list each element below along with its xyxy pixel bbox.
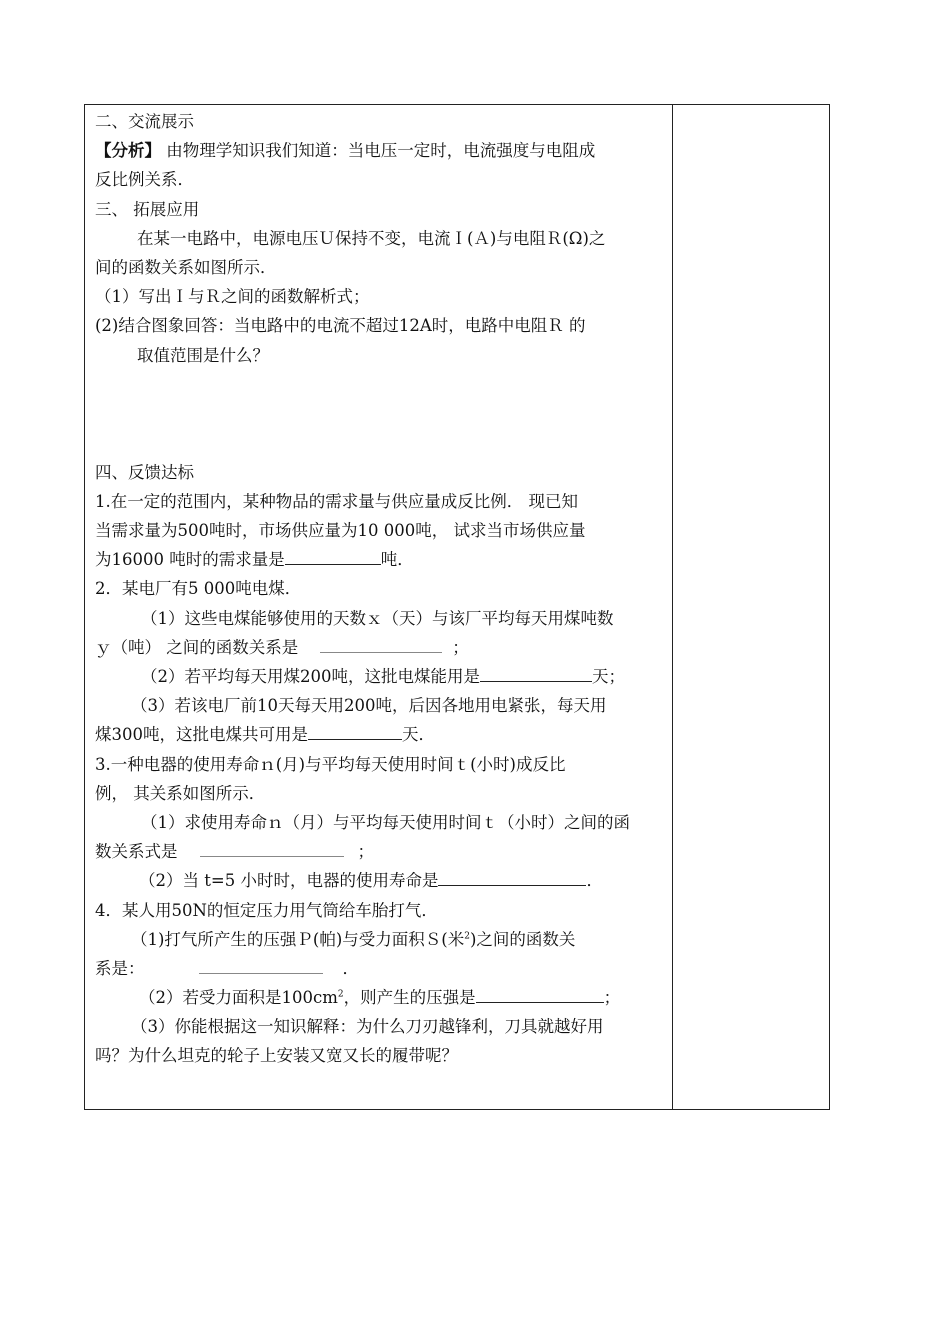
section-3-question-1: （1）写出Ｉ与Ｒ之间的函数解析式； [95,287,370,307]
answer-blank-3-1[interactable] [200,838,344,857]
problem-4-q1-text: （1)打气所产生的压强Ｐ(帕)与受力面积Ｓ(米 [131,929,465,949]
content-table [84,104,830,1110]
problem-4-q2-exponent: 2 [337,989,344,1000]
problem-2-q1-end: ； [452,637,469,657]
problem-4-q2-text: （2）若受力面积是100cm [139,988,338,1008]
problem-3-q2 [95,866,665,895]
section-3-question-2-cont: 取值范围是什么？ [137,345,269,365]
problem-2-q2-unit: 天； [592,667,625,686]
problem-4-q1-line2 [95,954,665,983]
problem-1-line3 [95,545,665,574]
problem-4-q2 [95,983,665,1012]
analysis-line [95,136,665,165]
problem-4-q2-end: ； [603,988,621,1008]
problem-3-q2-end: ． [586,871,603,891]
section-3-question-2: (2)结合图象回答：当电路中的电流不超过12A时，电路中电阻Ｒ 的 [95,316,586,336]
section-3-heading: 三、 拓展应用 [95,199,200,219]
problem-2-q3-unit: 天． [402,725,435,745]
section-3-paragraph-line2: 间的函数关系如图所示． [95,257,277,277]
analysis-continuation: 反比例关系． [95,170,194,190]
problem-4-q2-mid: ，则产生的压强是 [343,988,476,1008]
answer-blank-2-2[interactable] [480,663,592,682]
section-2-heading: 二、交流展示 [95,112,194,131]
problem-1-unit: 吨． [380,550,414,570]
problem-4-q1-exponent: 2 [464,931,470,942]
problem-4-title: 4．某人用50N的恒定压力用气筒给车胎打气． [95,900,438,920]
problem-3-q1-line1: （1）求使用寿命ｎ（月）与平均每天使用时间ｔ（小时）之间的函 [141,812,630,832]
main-cell [95,107,665,1071]
problem-4-q1-text-end: )之间的函数关 [469,929,576,949]
answer-blank-4-1[interactable] [199,955,323,974]
problem-1-line1: 1.在一定的范围内，某种物品的需求量与供应量成反比例． 现已知 [95,491,578,511]
problem-2-title: 2．某电厂有5 000吨电煤． [95,579,302,599]
problem-2-q3-line2 [95,720,665,749]
problem-1-text: 为16000 吨时的需求量是 [95,550,285,570]
answer-blank-1[interactable] [285,546,381,565]
problem-1-line2: 当需求量为500吨时，市场供应量为10 000吨， 试求当市场供应量 [95,521,586,541]
answer-space [95,370,665,458]
analysis-tag: 【分析】 [95,141,161,161]
problem-3-line1: 3.一种电器的使用寿命ｎ(月)与平均每天使用时间ｔ(小时)成反比 [95,754,566,774]
problem-4-q1-end: ． [342,958,359,978]
problem-4-q1-label: 系是： [95,958,145,978]
problem-3-q1-text: 数关系式是 [95,842,178,862]
problem-3-line2: 例， 其关系如图所示． [95,783,266,803]
problem-2-q1-text: ｙ（吨） 之间的函数关系是 [95,637,299,657]
answer-blank-4-2[interactable] [476,984,604,1003]
problem-3-q1-line2 [95,837,665,866]
problem-4-q1-line1 [95,925,665,954]
problem-4-q3-line1: （3）你能根据这一知识解释：为什么刀刃越锋利，刀具就越好用 [131,1017,604,1037]
answer-blank-2-1[interactable] [320,634,442,653]
problem-2-q3-text: 煤300吨，这批电煤共可用是 [95,725,308,745]
section-4-heading: 四、反馈达标 [95,462,194,482]
answer-blank-3-2[interactable] [438,867,586,886]
analysis-text: 由物理学知识我们知道：当电压一定时，电流强度与电阻成 [161,141,596,161]
column-divider [672,105,673,1109]
problem-2-q2-text: （2）若平均每天用煤200吨，这批电煤能用是 [141,667,480,686]
answer-blank-2-3[interactable] [308,721,402,740]
problem-4-q3-line2: 吗？为什么坦克的轮子上安装又宽又长的履带呢？ [95,1046,458,1066]
problem-2-q3-line1: （3）若该电厂前10天每天用200吨，后因各地用电紧张，每天用 [131,696,607,716]
problem-2-q1-line1: （1）这些电煤能够使用的天数ｘ（天）与该厂平均每天用煤吨数 [141,608,614,628]
section-3-paragraph-line1: 在某一电路中，电源电压Ｕ保持不变，电流Ｉ(Ａ)与电阻Ｒ(Ω)之 [137,228,606,248]
problem-3-q2-text: （2）当 t=5 小时时，电器的使用寿命是 [139,871,439,891]
problem-2-q1-line2 [95,633,665,662]
problem-3-q1-end: ； [357,842,374,862]
problem-2-q2 [95,662,665,691]
